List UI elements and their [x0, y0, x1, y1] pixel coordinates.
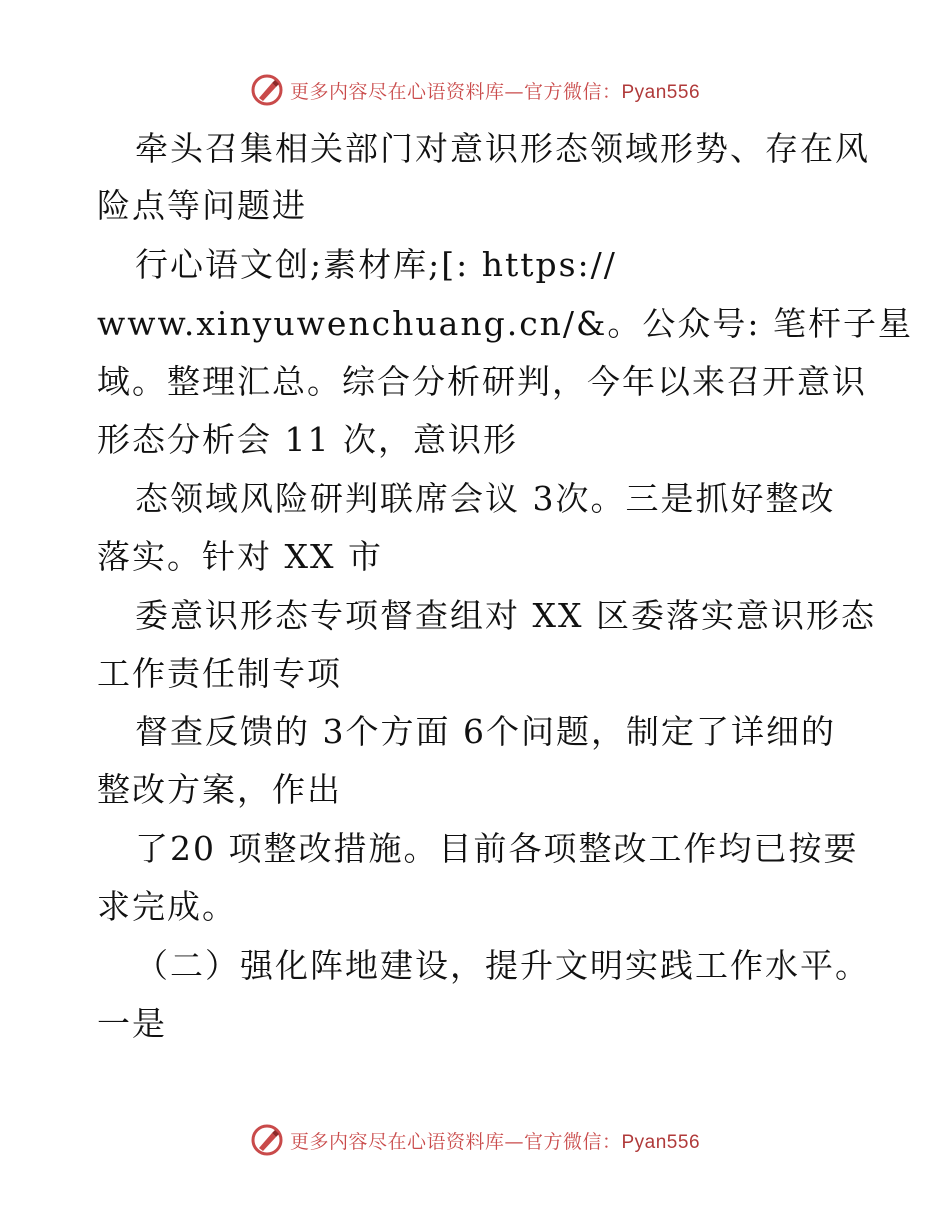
body-line: 行心语文创;素材库;[: https:// [135, 245, 617, 284]
body-line: 态领域风险研判联席会议 3次。三是抓好整改 [135, 479, 836, 518]
body-line: 一是 [97, 1004, 167, 1043]
body-line: 险点等问题进 [97, 186, 307, 225]
body-line: 委意识形态专项督查组对 XX 区委落实意识形态 [135, 596, 876, 635]
body-line: 形态分析会 11 次，意识形 [97, 420, 518, 459]
watermark-text: 更多内容尽在心语资料库—官方微信：Pyan556 [289, 1130, 701, 1153]
body-line: 了20 项整改措施。目前各项整改工作均已按要 [135, 829, 859, 868]
pen-nib-logo-icon [250, 73, 284, 107]
body-line: 督查反馈的 3个方面 6个问题，制定了详细的 [135, 712, 836, 751]
watermark-text: 更多内容尽在心语资料库—官方微信：Pyan556 [289, 80, 701, 103]
body-line: 域。整理汇总。综合分析研判，今年以来召开意识 [97, 362, 867, 401]
body-line: （二）强化阵地建设，提升文明实践工作水平。 [135, 946, 870, 985]
body-line: www.xinyuwenchuang.cn/&。公众号: 笔杆子星 [97, 304, 914, 343]
header-watermark [0, 70, 950, 110]
body-line: 落实。针对 XX 市 [97, 537, 383, 576]
pen-nib-logo-icon [250, 1123, 284, 1157]
body-line: 牵头召集相关部门对意识形态领域形势、存在风 [135, 129, 870, 168]
body-line: 整改方案，作出 [97, 770, 342, 809]
body-line: 工作责任制专项 [97, 654, 342, 693]
footer-watermark [0, 1120, 950, 1160]
body-line: 求完成。 [97, 887, 237, 926]
